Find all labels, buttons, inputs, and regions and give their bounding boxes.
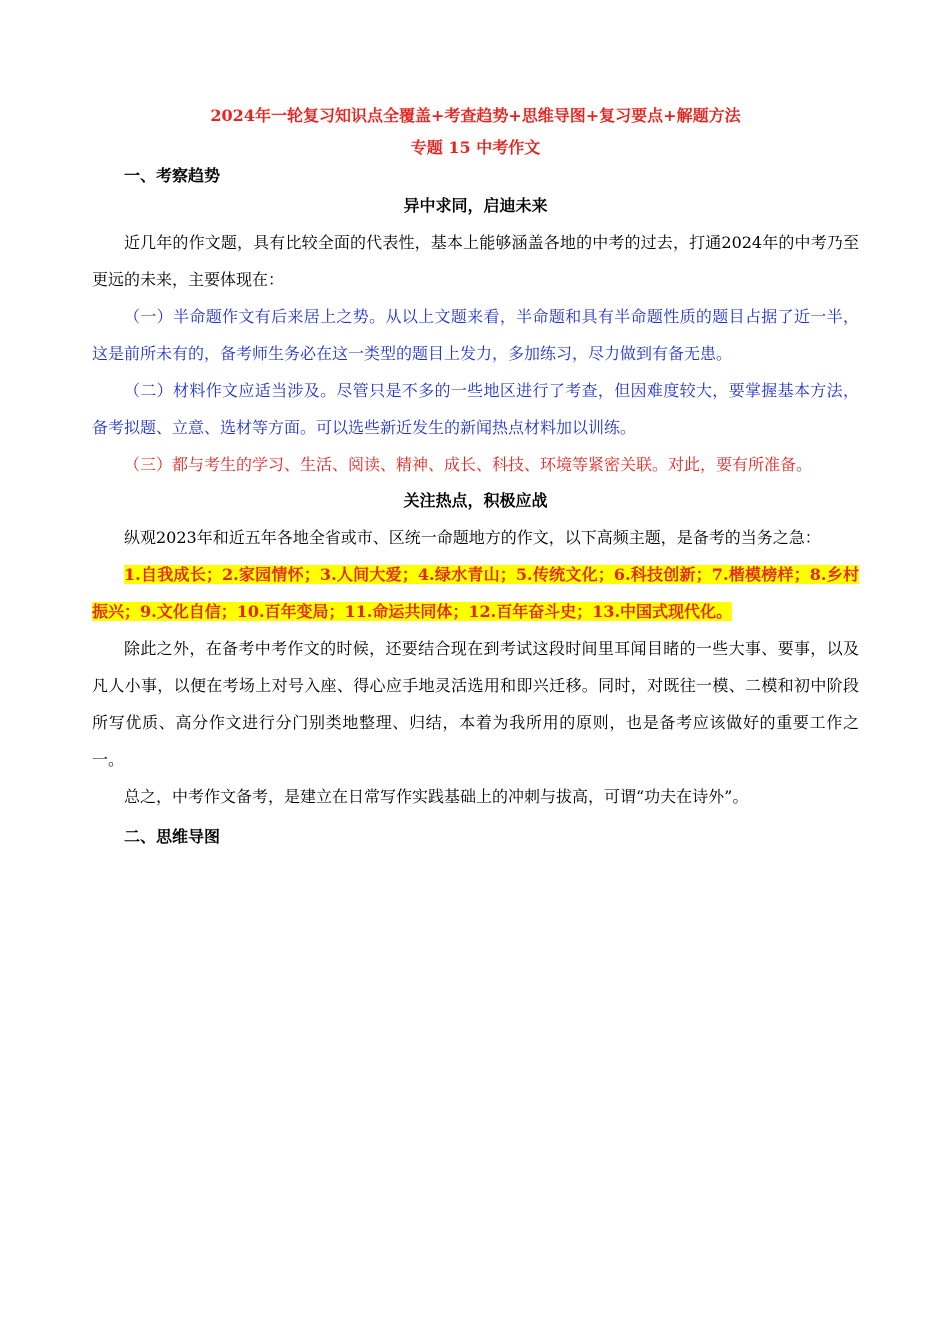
paragraph-point-one: （一）半命题作文有后来居上之势。从以上文题来看，半命题和具有半命题性质的题目占据了近一半，这是前所未有的，备考师生务必在这一类型的题目上发力，多加练习，尽力做到有备无患。 — [92, 307, 859, 363]
document-title: 2024年一轮复习知识点全覆盖+考查趋势+思维导图+复习要点+解题方法 — [210, 106, 741, 125]
sub-heading-hot-topics: 关注热点，积极应战 — [403, 491, 548, 510]
sub-heading-seek-common: 异中求同，启迪未来 — [403, 196, 548, 215]
paragraph-topic-list — [92, 556, 859, 630]
document-subtitle: 专题 15 中考作文 — [410, 138, 541, 157]
highlighted-topic-list: 1.自我成长；2.家园情怀；3.人间大爱；4.绿水青山；5.传统文化；6.科技创新；7.楷模榜样；8.乡村振兴；9.文化自信；10.百年变局；11.命运共同体；12.百年奋斗史；13.中国式现代化。 — [92, 565, 859, 621]
paragraph-overview: 纵观2023年和近五年各地全省或市、区统一命题地方的作文，以下高频主题，是备考的当务之急： — [124, 528, 821, 547]
spacer — [92, 815, 859, 821]
paragraph-conclusion: 总之，中考作文备考，是建立在日常写作实践基础上的冲刺与拔高，可谓“功夫在诗外”。 — [124, 787, 749, 806]
paragraph-point-two: （二）材料作文应适当涉及。尽管只是不多的一些地区进行了考查，但因难度较大，要掌握基本方法，备考拟题、立意、选材等方面。可以选些新近发生的新闻热点材料加以训练。 — [92, 381, 859, 437]
paragraph-additional: 除此之外，在备考中考作文的时候，还要结合现在到考试这段时间里耳闻目睹的一些大事、要事，以及凡人小事，以便在考场上对号入座、得心应手地灵活选用和即兴迁移。同时，对既往一模、二模和初中阶段所写优质、高分作文进行分门别类地整理、归结，本着为我所用的原则，也是备考应该做好的重要工作之一。 — [92, 639, 859, 769]
paragraph-intro: 近几年的作文题，具有比较全面的代表性，基本上能够涵盖各地的中考的过去，打通2024年的中考乃至更远的未来，主要体现在： — [92, 233, 859, 289]
section-heading-mind-map: 二、思维导图 — [124, 827, 221, 846]
section-heading-trends: 一、考察趋势 — [124, 166, 221, 185]
document-page — [92, 96, 859, 855]
paragraph-point-three: （三）都与考生的学习、生活、阅读、精神、成长、科技、环境等紧密关联。对此，要有所准备。 — [124, 455, 813, 474]
